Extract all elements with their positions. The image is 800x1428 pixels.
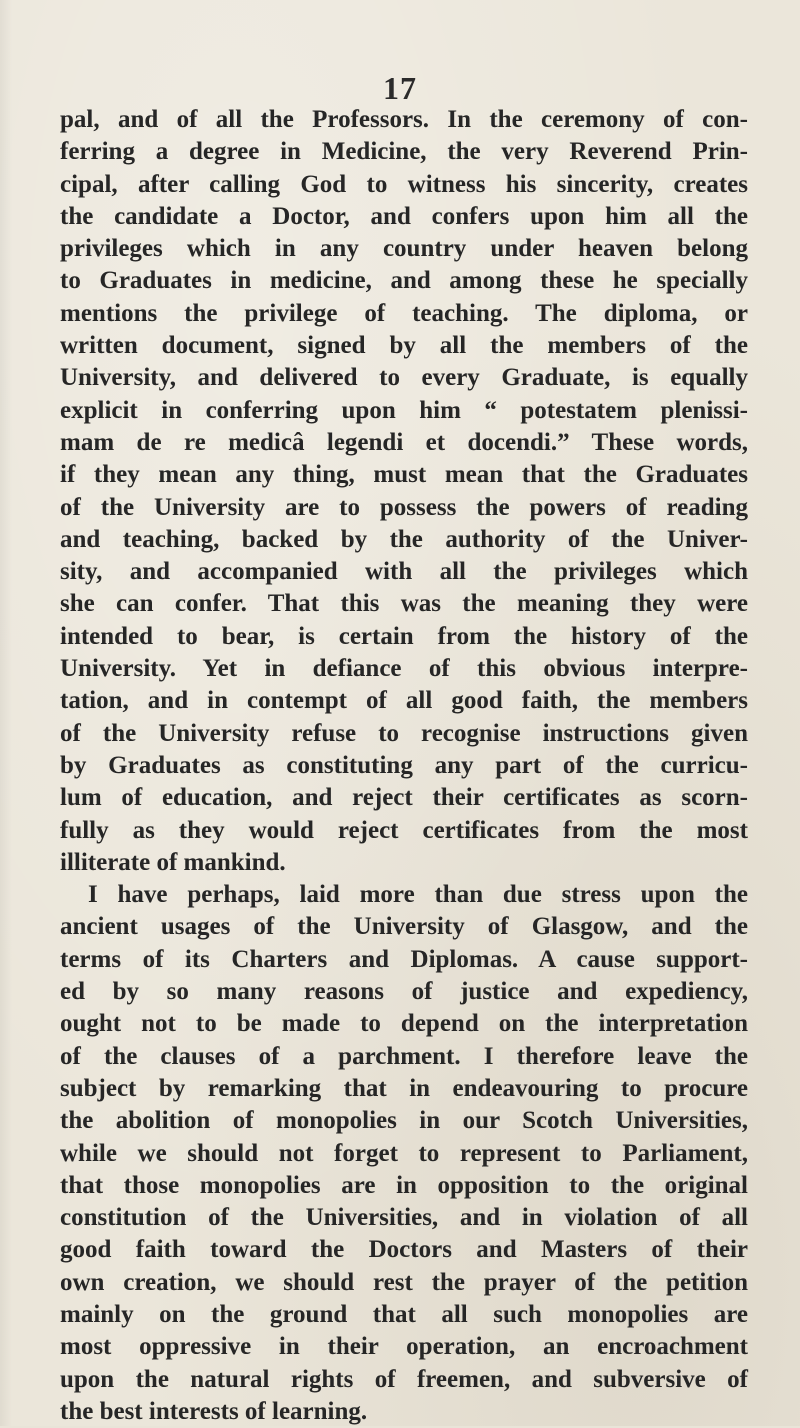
text-line: by Graduates as constituting any part of the curricu- <box>60 751 748 779</box>
text-line: own creation, we should rest the prayer of the petition <box>60 1268 748 1296</box>
body-text <box>60 104 748 1428</box>
text-line: ought not to be made to depend on the interpretation <box>60 1010 748 1038</box>
text-line: she can confer. That this was the meaning they were <box>60 590 748 618</box>
text-line: explicit in conferring upon him “ potestatem plenissi- <box>60 396 748 424</box>
text-line: good faith toward the Doctors and Masters of their <box>60 1236 748 1264</box>
text-line: that those monopolies are in opposition to the original <box>60 1171 748 1199</box>
text-line: of the clauses of a parchment. I therefore leave the <box>60 1042 748 1070</box>
text-line: most oppressive in their operation, an encroachment <box>60 1333 748 1361</box>
text-line: the best interests of learning. <box>60 1397 368 1425</box>
text-line: ferring a degree in Medicine, the very Reverend Prin- <box>60 138 748 166</box>
text-line: of the University are to possess the powers of reading <box>60 493 748 521</box>
text-line: mam de re medicâ legendi et docendi.” These words, <box>60 428 748 456</box>
text-line: illiterate of mankind. <box>60 848 286 876</box>
text-line: if they mean any thing, must mean that the Graduates <box>60 461 748 489</box>
text-line: pal, and of all the Professors. In the ceremony of con- <box>60 106 748 133</box>
text-line: terms of its Charters and Diplomas. A cause support- <box>60 945 748 973</box>
text-line: mainly on the ground that all such monopolies are <box>60 1300 748 1328</box>
paragraph-1 <box>60 104 748 879</box>
text-line: and teaching, backed by the authority of the Univer- <box>60 525 748 553</box>
text-line: subject by remarking that in endeavouring to procure <box>60 1074 748 1102</box>
paragraph-2 <box>60 879 748 1428</box>
page-edge-shadow <box>0 0 12 1426</box>
text-line: privileges which in any country under heaven belong <box>60 235 748 263</box>
text-line: lum of education, and reject their certificates as scorn- <box>60 784 748 812</box>
text-line: the abolition of monopolies in our Scotch Universities, <box>60 1107 748 1135</box>
text-line: sity, and accompanied with all the privileges which <box>60 558 748 586</box>
text-line: written document, signed by all the members of the <box>60 332 748 360</box>
text-line: cipal, after calling God to witness his sincerity, creates <box>60 170 748 198</box>
text-line: while we should not forget to represent to Parliament, <box>60 1139 748 1167</box>
page-number: 17 <box>383 70 417 106</box>
text-line: intended to bear, is certain from the history of the <box>60 622 748 650</box>
text-line: tation, and in contempt of all good faith, the members <box>60 687 748 715</box>
text-line: I have perhaps, laid more than due stress upon the <box>88 881 748 909</box>
text-line: of the University refuse to recognise instructions given <box>60 719 748 747</box>
text-line: constitution of the Universities, and in violation of all <box>60 1204 748 1232</box>
text-line: mentions the privilege of teaching. The diploma, or <box>60 299 748 327</box>
text-line: University, and delivered to every Graduate, is equally <box>60 364 748 392</box>
text-line: ed by so many reasons of justice and expediency, <box>60 978 748 1006</box>
text-line: the candidate a Doctor, and confers upon him all the <box>60 202 748 230</box>
text-line: fully as they would reject certificates from the most <box>60 816 748 844</box>
text-line: University. Yet in defiance of this obvious interpre- <box>60 655 748 683</box>
text-line: ancient usages of the University of Glasgow, and the <box>60 913 748 941</box>
text-line: upon the natural rights of freemen, and subversive of <box>60 1365 748 1393</box>
text-line: to Graduates in medicine, and among these he specially <box>60 267 748 295</box>
